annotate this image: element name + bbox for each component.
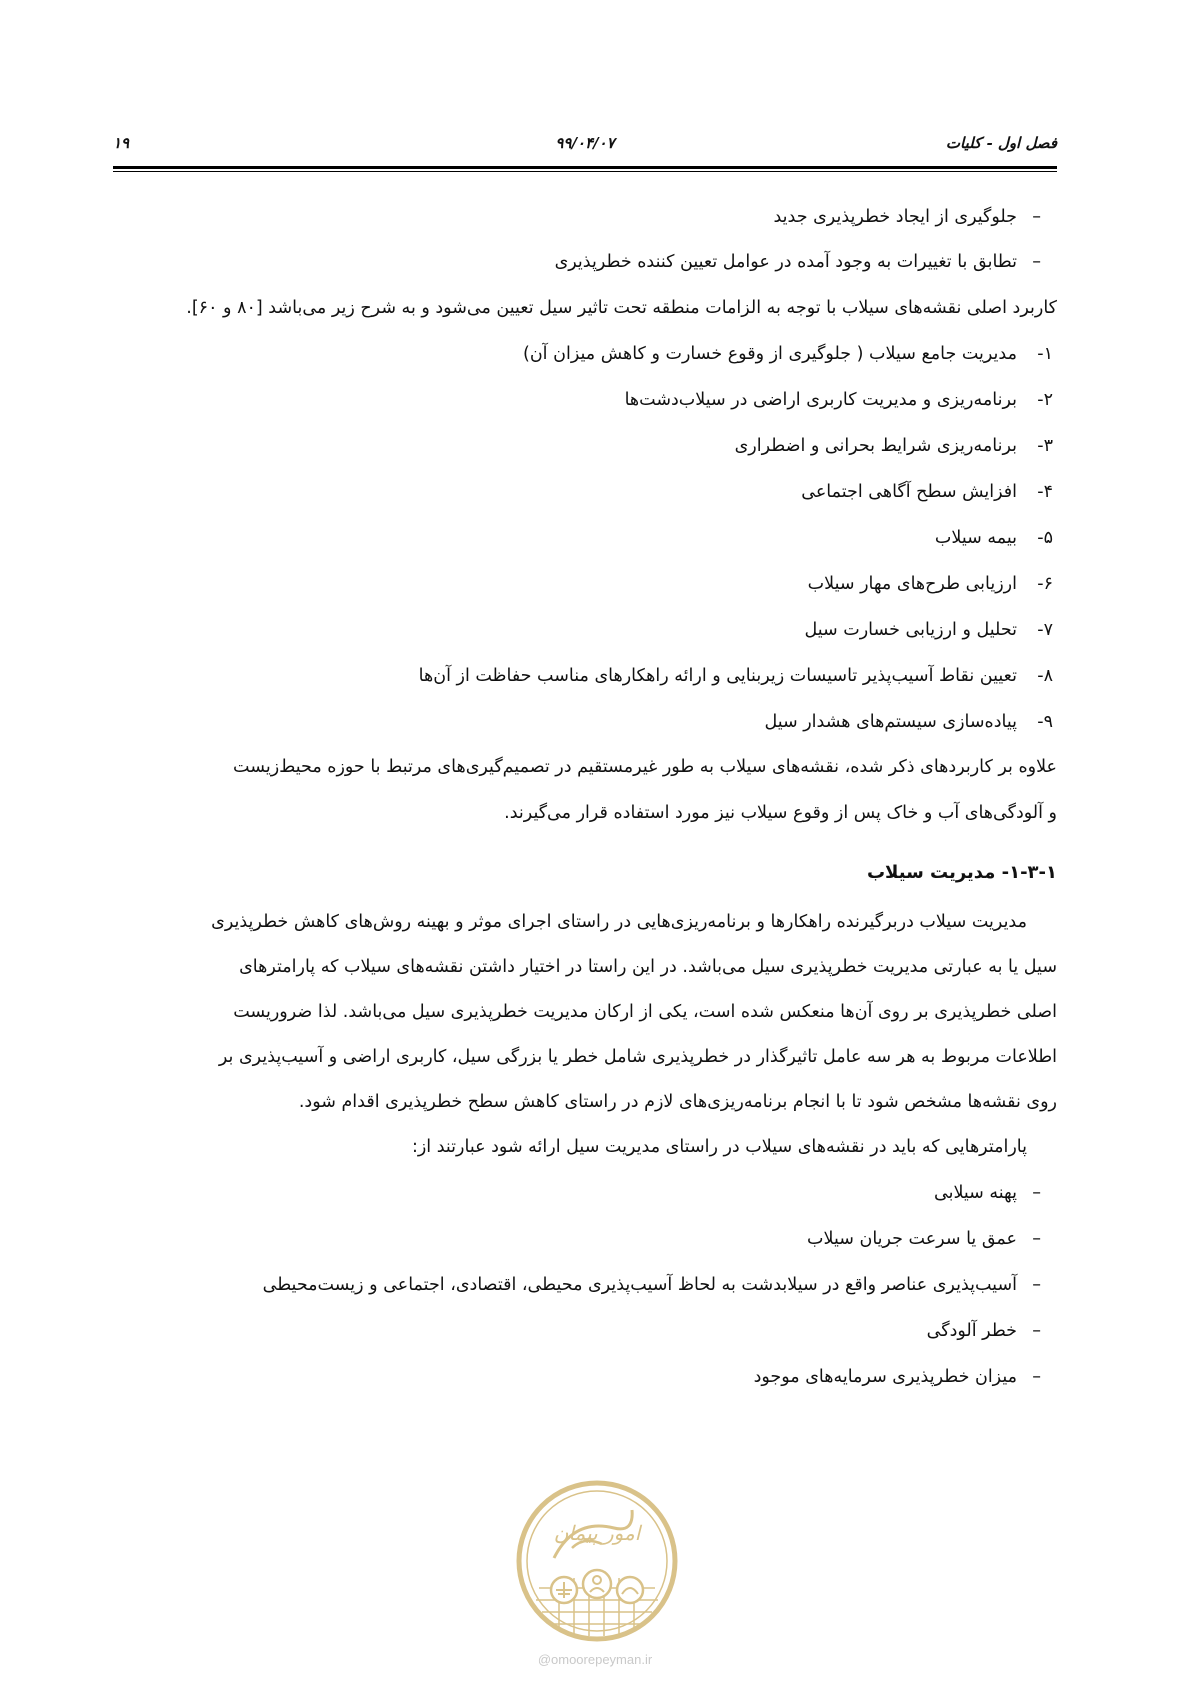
- section-heading: ۱-۳-۱- مدیریت سیلاب: [866, 862, 1057, 883]
- bullet-text: خطر آلودگی: [926, 1321, 1017, 1341]
- dash-marker: –: [1032, 1367, 1041, 1387]
- list-item: [113, 205, 1057, 230]
- item-number: ۳-: [1037, 436, 1053, 456]
- item-number: ۴-: [1037, 482, 1053, 502]
- bullet-text: میزان خطرپذیری سرمایه‌های موجود: [753, 1367, 1017, 1387]
- dash-marker: –: [1032, 1229, 1041, 1249]
- item-text: بیمه سیلاب: [934, 528, 1017, 548]
- paragraph-line: و آلودگی‌های آب و خاک پس از وقوع سیلاب نیز مورد استفاده قرار می‌گیرند.: [504, 803, 1057, 823]
- paragraph-line: علاوه بر کاربردهای ذکر شده، نقشه‌های سیلاب به طور غیرمستقیم در تصمیم‌گیری‌های مرتبط با حوزه محیط‌زیست: [233, 757, 1057, 777]
- item-number: ۵-: [1037, 528, 1053, 548]
- item-number: ۶-: [1037, 574, 1053, 594]
- list-item: [113, 618, 1057, 643]
- header-date: ۹۹/۰۴/۰۷: [555, 134, 615, 152]
- bullet-text: تطابق با تغییرات به وجود آمده در عوامل تعیین کننده خطرپذیری: [554, 252, 1017, 272]
- list-item: [113, 526, 1057, 551]
- dash-marker: –: [1032, 1321, 1041, 1341]
- item-text: پیاده‌سازی سیستم‌های هشدار سیل: [764, 712, 1017, 732]
- list-item: [113, 1273, 1057, 1298]
- paragraph-line: اطلاعات مربوط به هر سه عامل تاثیرگذار در خطرپذیری شامل خطر یا بزرگی سیل، کاربری اراضی و آسیب‌پذیری بر: [218, 1047, 1057, 1067]
- list-item: [113, 1181, 1057, 1206]
- list-item: [113, 1365, 1057, 1390]
- chapter-title: فصل اول - کلیات: [945, 134, 1057, 152]
- item-text: برنامه‌ریزی شرایط بحرانی و اضطراری: [734, 436, 1017, 456]
- list-item: [113, 710, 1057, 735]
- list-item: [113, 434, 1057, 459]
- list-item: [113, 250, 1057, 275]
- website-watermark: @omoorepeyman.ir: [537, 1652, 653, 1667]
- bullet-text: جلوگیری از ایجاد خطرپذیری جدید: [773, 207, 1017, 227]
- list-item: [113, 480, 1057, 505]
- body-text: [113, 207, 1057, 1390]
- item-number: ۸-: [1037, 666, 1053, 686]
- item-text: برنامه‌ریزی و مدیریت کاربری اراضی در سیلاب‌دشت‌ها: [624, 390, 1017, 410]
- item-number: ۱-: [1037, 344, 1053, 364]
- paragraph-line: مدیریت سیلاب دربرگیرنده راهکارها و برنامه‌ریزی‌هایی در راستای اجرای موثر و بهینه روش‌های کاهش خطرپذیری: [211, 912, 1027, 932]
- header-rule-thick: [113, 166, 1057, 169]
- seal-text: امور پیمان: [553, 1521, 641, 1545]
- item-text: مدیریت جامع سیلاب ( جلوگیری از وقوع خسارت و کاهش میزان آن): [523, 344, 1017, 364]
- params-intro: پارامترهایی که باید در نقشه‌های سیلاب در راستای مدیریت سیل ارائه شود عبارتند از:: [411, 1137, 1027, 1157]
- list-item: [113, 1227, 1057, 1252]
- bullet-text: پهنه سیلابی: [933, 1183, 1017, 1203]
- dash-marker: –: [1032, 207, 1041, 227]
- list-item: [113, 572, 1057, 597]
- paragraph-line: اصلی خطرپذیری بر روی آن‌ها منعکس شده است، یکی از ارکان مدیریت خطرپذیری سیل می‌باشد. لذا ضروریست: [233, 1002, 1057, 1022]
- paragraph-line: روی نقشه‌ها مشخص شود تا با انجام برنامه‌ریزی‌های لازم در راستای کاهش سطح خطرپذیری اقدام شود.: [298, 1092, 1057, 1112]
- paragraph-line: سیل یا به عبارتی مدیریت خطرپذیری سیل می‌باشد. در این راستا در اختیار داشتن نقشه‌های سیلاب که پارامترهای: [239, 957, 1057, 977]
- seal-shape: [519, 1483, 675, 1639]
- list-item: [113, 388, 1057, 413]
- item-number: ۷-: [1037, 620, 1053, 640]
- item-text: تعیین نقاط آسیب‌پذیر تاسیسات زیربنایی و ارائه راهکارهای مناسب حفاظت از آن‌ها: [418, 666, 1017, 686]
- bullet-text: آسیب‌پذیری عناصر واقع در سیلابدشت به لحاظ آسیب‌پذیری محیطی، اقتصادی، اجتماعی و زیست‌محیطی: [262, 1275, 1017, 1295]
- header-rule-thin: [113, 171, 1057, 172]
- page-number: ۱۹: [113, 134, 130, 152]
- item-number: ۹-: [1037, 712, 1053, 732]
- list-item: [113, 342, 1057, 367]
- list-item: [113, 1319, 1057, 1344]
- item-text: افزایش سطح آگاهی اجتماعی: [801, 482, 1017, 502]
- dash-marker: –: [1032, 1275, 1041, 1295]
- dash-marker: –: [1032, 1183, 1041, 1203]
- dash-marker: –: [1032, 252, 1041, 272]
- page-header: [113, 126, 1057, 156]
- intro-line: کاربرد اصلی نقشه‌های سیلاب با توجه به الزامات منطقه تحت تاثیر سیل تعیین می‌شود و به شرح زیر می‌باشد [۸۰ و ۶۰].: [186, 298, 1057, 318]
- item-number: ۲-: [1037, 390, 1053, 410]
- bullet-text: عمق یا سرعت جریان سیلاب: [807, 1229, 1017, 1249]
- item-text: ارزیابی طرح‌های مهار سیلاب: [807, 574, 1017, 594]
- watermark-seal: [514, 1478, 680, 1644]
- item-text: تحلیل و ارزیابی خسارت سیل: [804, 620, 1017, 640]
- list-item: [113, 664, 1057, 689]
